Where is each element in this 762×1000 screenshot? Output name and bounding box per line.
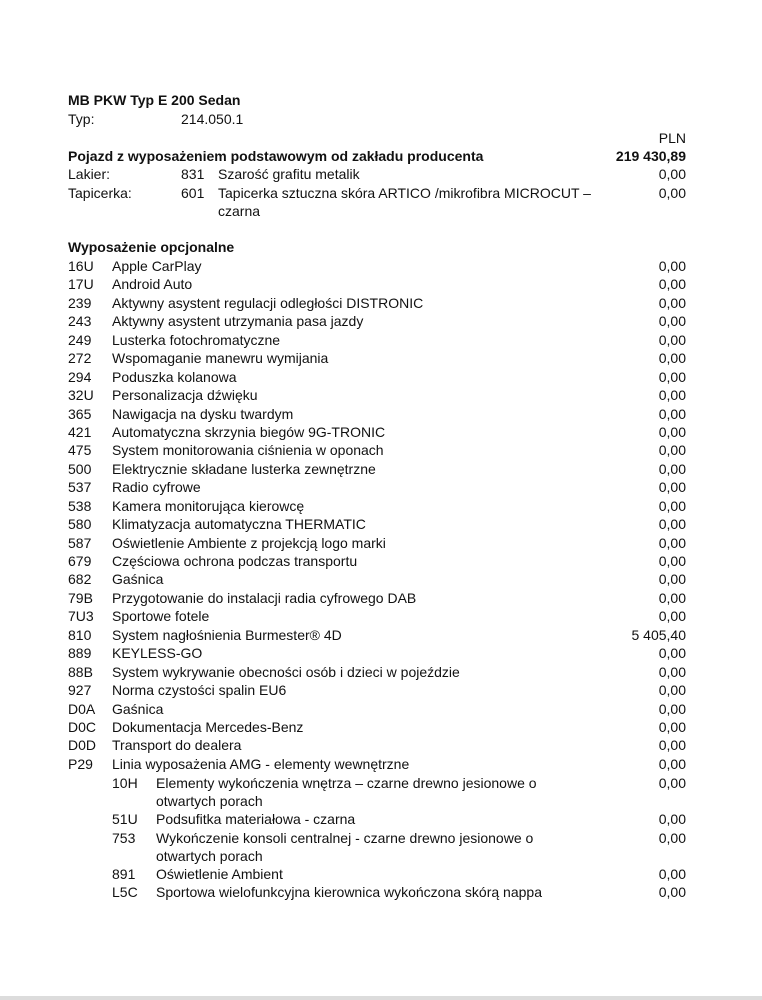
page-bottom-border [0,996,762,1000]
option-row [0,718,762,736]
option-code: 421 [68,423,92,440]
option-code: 365 [68,405,92,422]
base-vehicle-price: 219 430,89 [615,148,686,164]
option-price: 0,00 [658,331,686,348]
option-price: 0,00 [658,553,686,569]
base-vehicle-label: Pojazd z wyposażeniem podstawowym od zakładu producenta [68,148,484,164]
option-row [0,534,762,552]
option-price: 0,00 [658,368,686,385]
option-row [0,644,762,662]
option-code: 272 [68,350,92,367]
option-code: 537 [68,479,92,496]
option-code: 239 [68,294,92,311]
amg-sub-equipment-list [0,774,762,902]
option-row [0,423,762,441]
option-price: 0,00 [658,294,686,311]
option-description: Linia wyposażenia AMG - elementy wewnętrzne [112,755,410,772]
sub-option-description: Oświetlenie Ambient [156,865,283,882]
option-description: Android Auto [112,276,193,293]
option-price: 0,00 [658,405,686,422]
option-price: 0,00 [658,276,686,293]
option-row [0,478,762,496]
option-description: Gaśnica [112,700,164,717]
option-description: Automatyczna skrzynia biegów 9G-TRONIC [112,423,386,440]
option-row [0,386,762,404]
sub-option-row [0,810,762,829]
option-code: 889 [68,645,92,662]
option-code: 587 [68,534,92,551]
option-price: 0,00 [658,460,686,477]
sub-option-row [0,829,762,865]
option-price: 0,00 [658,258,686,274]
option-row [0,312,762,330]
option-price: 0,00 [658,442,686,459]
option-row [0,405,762,423]
option-description: Aktywny asystent utrzymania pasa jazdy [112,313,364,330]
option-description: Poduszka kolanowa [112,368,237,385]
option-code: 927 [68,682,92,699]
option-description: Gaśnica [112,571,164,588]
option-code: D0A [68,700,96,717]
option-price: 0,00 [658,663,686,680]
option-price: 0,00 [658,608,686,625]
sub-option-price: 0,00 [658,865,686,882]
type-value: 214.050.1 [181,111,244,127]
option-code: 88B [68,663,93,680]
option-description: Klimatyzacja automatyczna THERMATIC [112,516,366,533]
option-row [0,700,762,718]
option-price: 0,00 [658,737,686,754]
sub-option-price: 0,00 [658,884,686,900]
option-price: 0,00 [658,589,686,606]
document-title: MB PKW Typ E 200 Sedan [68,92,241,108]
option-description: KEYLESS-GO [112,645,203,662]
paint-code: 831 [181,166,205,182]
option-code: 294 [68,368,92,385]
option-code: 243 [68,313,92,330]
option-price: 0,00 [658,534,686,551]
option-description: Norma czystości spalin EU6 [112,682,287,699]
sub-option-code: 51U [112,811,138,827]
option-price: 0,00 [658,516,686,533]
option-row [0,497,762,515]
sub-option-description: Podsufitka materiałowa - czarna [156,811,356,827]
option-price: 0,00 [658,313,686,330]
sub-option-price: 0,00 [658,829,686,846]
upholstery-code: 601 [181,185,205,201]
upholstery-label: Tapicerka: [68,185,132,201]
option-row [0,349,762,367]
option-price: 0,00 [658,755,686,772]
sub-option-code: 753 [112,829,136,846]
sub-option-description: Elementy wykończenia wnętrza – czarne drewno jesionowe o otwartych porach [156,775,537,809]
option-row [0,515,762,533]
upholstery-price: 0,00 [658,185,686,201]
option-price: 0,00 [658,350,686,367]
option-row [0,460,762,478]
option-price: 0,00 [658,497,686,514]
option-price: 0,00 [658,645,686,662]
option-code: 580 [68,516,92,533]
sub-option-code: 10H [112,775,138,791]
paint-description: Szarość grafitu metalik [218,166,360,182]
optional-equipment-list [0,257,762,773]
option-code: 538 [68,497,92,514]
paint-price: 0,00 [658,166,686,182]
option-code: 249 [68,331,92,348]
option-code: 7U3 [68,608,94,625]
option-row [0,626,762,644]
option-description: Aktywny asystent regulacji odległości DISTRONIC [112,294,424,311]
option-description: Przygotowanie do instalacji radia cyfrowego DAB [112,589,417,606]
option-code: 500 [68,460,92,477]
option-description: Transport do dealera [112,737,242,754]
sub-option-row [0,865,762,884]
option-description: Lusterka fotochromatyczne [112,331,281,348]
option-price: 0,00 [658,718,686,735]
type-label: Typ: [68,111,95,127]
option-row [0,257,762,275]
option-description: Częściowa ochrona podczas transportu [112,553,358,569]
sub-option-code: 891 [112,865,136,882]
option-code: 682 [68,571,92,588]
sub-option-description: Wykończenie konsoli centralnej - czarne drewno jesionowe o otwartych porach [156,829,534,864]
option-row [0,368,762,386]
option-description: Wspomaganie manewru wymijania [112,350,329,367]
upholstery-description: Tapicerka sztuczna skóra ARTICO /mikrofibra MICROCUT – czarna [218,185,591,219]
option-row [0,275,762,293]
option-code: 475 [68,442,92,459]
currency-label: PLN [658,130,686,146]
sub-option-code: L5C [112,884,138,900]
option-code: D0D [68,737,97,754]
option-code: 679 [68,553,92,569]
paint-label: Lakier: [68,166,111,182]
option-code: 79B [68,589,93,606]
option-code: 32U [68,387,94,404]
option-code: 16U [68,258,94,274]
option-description: System wykrywanie obecności osób i dzieci w pojeździe [112,663,460,680]
sub-option-description: Sportowa wielofunkcyjna kierownica wykończona skórą nappa [156,884,542,900]
option-row [0,681,762,699]
option-row [0,570,762,588]
sub-option-price: 0,00 [658,811,686,827]
option-row [0,755,762,773]
option-price: 0,00 [658,387,686,404]
option-row [0,736,762,754]
option-description: Elektrycznie składane lusterka zewnętrzne [112,460,376,477]
option-row [0,607,762,625]
option-price: 0,00 [658,423,686,440]
option-description: Kamera monitorująca kierowcę [112,497,305,514]
option-price: 0,00 [658,571,686,588]
option-description: Personalizacja dźwięku [112,387,258,404]
optional-equipment-heading: Wyposażenie opcjonalne [68,239,235,255]
option-code: 17U [68,276,94,293]
option-code: 810 [68,626,92,643]
option-description: Sportowe fotele [112,608,210,625]
option-row [0,441,762,459]
option-description: System nagłośnienia Burmester® 4D [112,626,342,643]
option-price: 0,00 [658,479,686,496]
option-description: Dokumentacja Mercedes-Benz [112,718,304,735]
option-description: Nawigacja na dysku twardym [112,405,294,422]
option-code: P29 [68,755,93,772]
option-description: Radio cyfrowe [112,479,201,496]
option-row [0,294,762,312]
option-row [0,331,762,349]
option-description: Apple CarPlay [112,258,202,274]
option-description: System monitorowania ciśnienia w oponach [112,442,384,459]
option-code: D0C [68,718,97,735]
option-description: Oświetlenie Ambiente z projekcją logo marki [112,534,386,551]
sub-option-price: 0,00 [658,775,686,791]
sub-option-row [0,774,762,810]
option-price: 0,00 [658,682,686,699]
option-row [0,552,762,570]
option-price: 5 405,40 [631,626,686,643]
option-row [0,589,762,607]
option-price: 0,00 [658,700,686,717]
option-row [0,663,762,681]
sub-option-row [0,883,762,902]
